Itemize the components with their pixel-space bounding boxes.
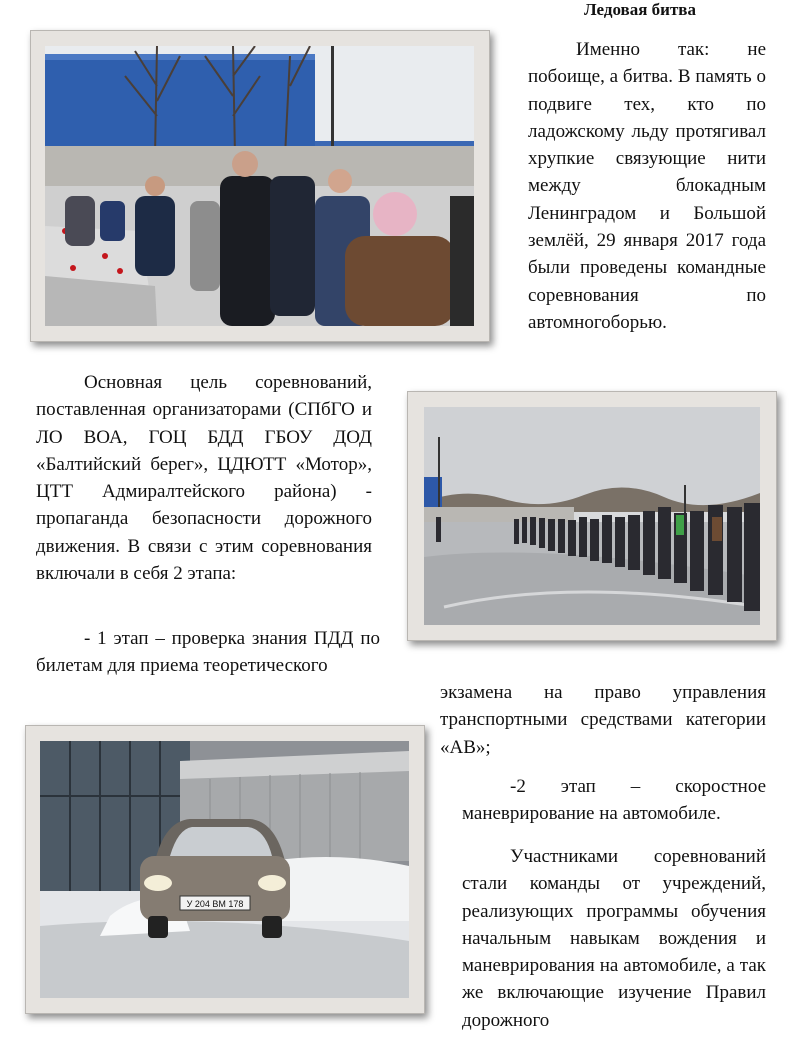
photo-lineup-frame	[407, 391, 777, 641]
paragraph-stage1-end: экзамена на право управления транспортными средствами категории «АВ»;	[440, 682, 766, 758]
photo-memorial	[45, 46, 474, 326]
paragraph-stage1-start: - 1 этап – проверка знания ПДД по билетам для приема теоретического	[36, 628, 380, 677]
paragraph-intro: Именно так: не побоище, а битва. В память о подвиге тех, кто по ладожскому льду протягивал хрупкие связующие нити между блокадным Ленинградом и Большой землёй, 29 января 2017 года были проведены командные соревнования по автомногоборью.	[528, 39, 766, 333]
paragraph-goal: Основная цель соревнований, поставленная организаторами (СПбГО и ЛО ВОА, ГОЦ БДД ГБОУ ДОД «Балтийский берег», ЦДЮТТ «Мотор», ЦТТ Адмиралтейского района) - пропаганда безопасности дорожного движения. В связи с этим соревнования включали в себя 2 этапа:	[36, 372, 372, 585]
article-title: Ледовая битва	[583, 0, 696, 19]
paragraph-stage2: -2 этап – скоростное маневрирование на автомобиле.	[462, 776, 766, 825]
photo-car	[40, 741, 409, 998]
paragraph-participants: Участниками соревнований стали команды от учреждений, реализующих программы обучения начальным навыкам вождения и маневрирования на автомобиле, а так же включающие изучение Правил дорожного	[462, 846, 766, 1031]
photo-lineup	[424, 407, 760, 625]
photo-memorial-frame	[30, 30, 490, 342]
photo-car-frame	[25, 725, 425, 1014]
car-plate: У 204 ВМ 178	[186, 899, 244, 909]
